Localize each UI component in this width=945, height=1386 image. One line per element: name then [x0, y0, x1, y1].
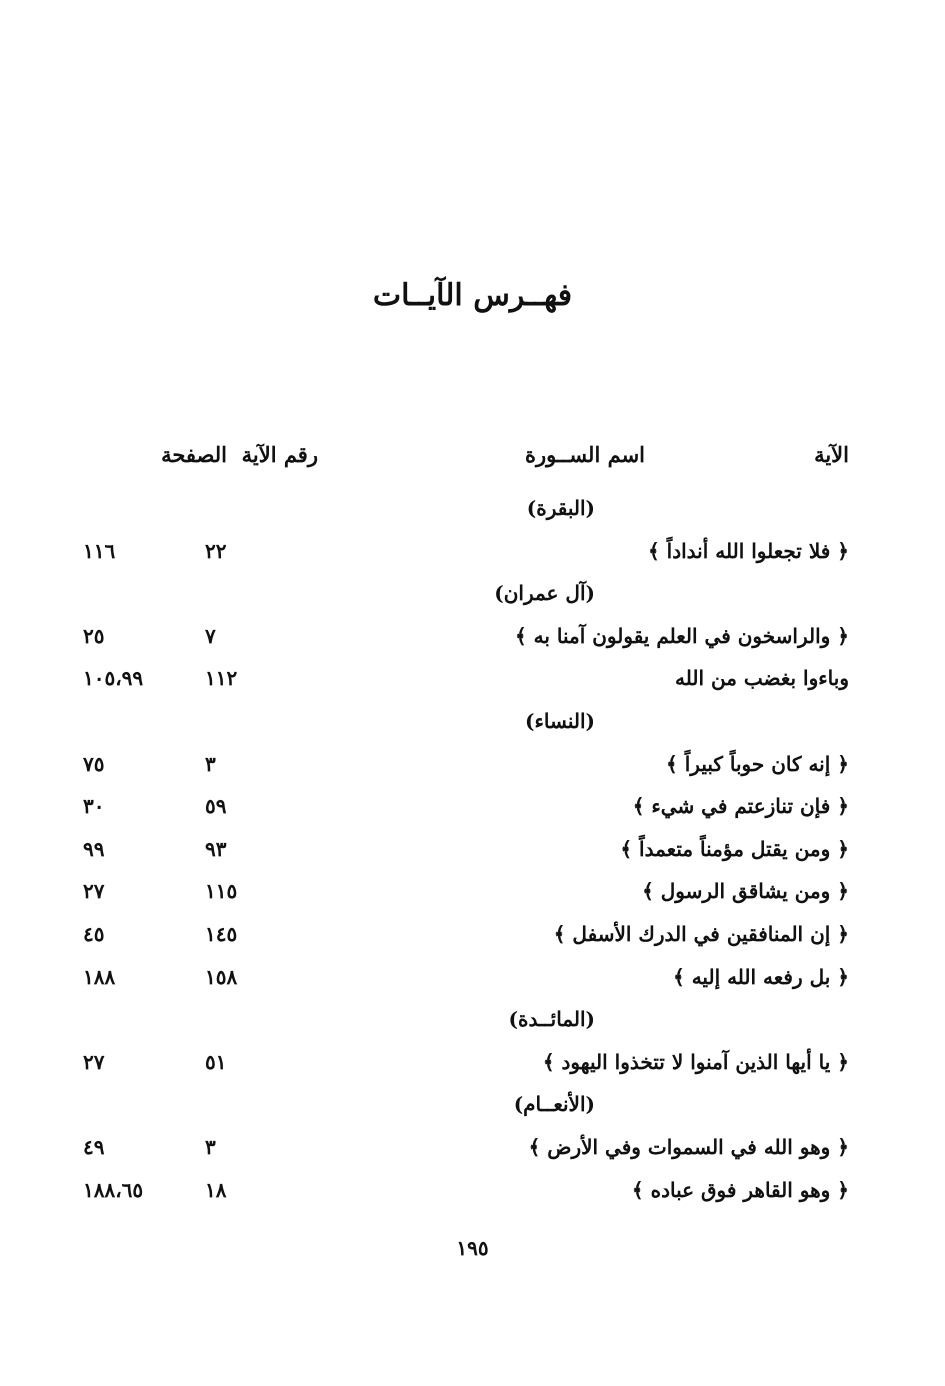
verse-number: ١٥٨: [205, 965, 238, 989]
verse-text: ﴿ ومن يشاقق الرسول ﴾: [642, 879, 849, 903]
verse-text: وباءوا بغضب من الله: [675, 666, 849, 690]
surah-heading-row: [0, 1086, 945, 1122]
verse-text: ﴿ بل رفعه الله إليه ﴾: [673, 965, 849, 989]
verse-text: ﴿ فلا تجعلوا الله أنداداً ﴾: [647, 539, 849, 563]
surah-name: (المائــدة): [508, 1007, 595, 1031]
page-reference: ٧٥: [83, 752, 105, 776]
verse-number: ٥٩: [205, 794, 227, 818]
header-verse-number: رقم الآية: [241, 442, 318, 467]
verse-number: ٢٢: [205, 539, 227, 563]
page-reference: ٩٩: [83, 837, 105, 861]
page-number: ١٩٥: [456, 1236, 489, 1260]
verse-row: [0, 1129, 945, 1165]
page-reference: ٢٧: [83, 879, 105, 903]
verse-number: ١١٥: [205, 879, 238, 903]
surah-heading-row: [0, 490, 945, 526]
verse-number: ٧: [205, 624, 216, 648]
verse-row: [0, 1172, 945, 1208]
surah-heading-row: [0, 1001, 945, 1037]
verse-number: ٩٣: [205, 837, 227, 861]
page-reference: ١٠٥،٩٩: [83, 666, 144, 690]
page-reference: ٢٧: [83, 1050, 105, 1074]
header-page: الصفحة: [161, 442, 227, 467]
surah-name: (النساء): [525, 709, 595, 733]
surah-name: (آل عمران): [494, 581, 595, 605]
verse-row: [0, 746, 945, 782]
surah-name: (البقرة): [526, 496, 595, 520]
verse-row: [0, 959, 945, 995]
surah-name: (الأنعــام): [513, 1092, 595, 1116]
verse-number: ٣: [205, 752, 216, 776]
verse-text: ﴿ وهو القاهر فوق عباده ﴾: [631, 1178, 849, 1202]
page-reference: ١٨٨: [83, 965, 116, 989]
header-verse: الآية: [814, 442, 849, 467]
header-surah: اسم الســورة: [525, 442, 645, 467]
verse-row: [0, 1044, 945, 1080]
page-title: فهــرس الآيــات: [372, 278, 573, 313]
verse-text: ﴿ إنه كان حوباً كبيراً ﴾: [666, 752, 849, 776]
verse-row: [0, 618, 945, 654]
verse-number: ٥١: [205, 1050, 227, 1074]
page-reference: ٣٠: [83, 794, 105, 818]
verse-text: ﴿ يا أيها الذين آمنوا لا تتخذوا اليهود ﴾: [542, 1050, 849, 1074]
verse-row: [0, 916, 945, 952]
verse-number: ١٨: [205, 1178, 227, 1202]
verse-text: ﴿ ومن يقتل مؤمناً متعمداً ﴾: [620, 837, 849, 861]
verse-text: ﴿ والراسخون في العلم يقولون آمنا به ﴾: [514, 624, 849, 648]
table-header: [0, 437, 945, 473]
verse-row: [0, 831, 945, 867]
page-reference: ٤٩: [83, 1135, 105, 1159]
verse-number: ١٤٥: [205, 922, 238, 946]
verse-number: ١١٢: [205, 666, 238, 690]
verse-text: ﴿ فإن تنازعتم في شيء ﴾: [632, 794, 849, 818]
verse-row: [0, 788, 945, 824]
verse-number: ٣: [205, 1135, 216, 1159]
surah-heading-row: [0, 575, 945, 611]
verse-row: [0, 660, 945, 696]
page-reference: ١٨٨،٦٥: [83, 1178, 144, 1202]
verse-text: ﴿ وهو الله في السموات وفي الأرض ﴾: [528, 1135, 849, 1159]
page-reference: ١١٦: [83, 539, 116, 563]
verse-row: [0, 873, 945, 909]
page-reference: ٤٥: [83, 922, 105, 946]
verse-row: [0, 533, 945, 569]
verse-text: ﴿ إن المنافقين في الدرك الأسفل ﴾: [553, 922, 849, 946]
page-reference: ٢٥: [83, 624, 105, 648]
surah-heading-row: [0, 703, 945, 739]
